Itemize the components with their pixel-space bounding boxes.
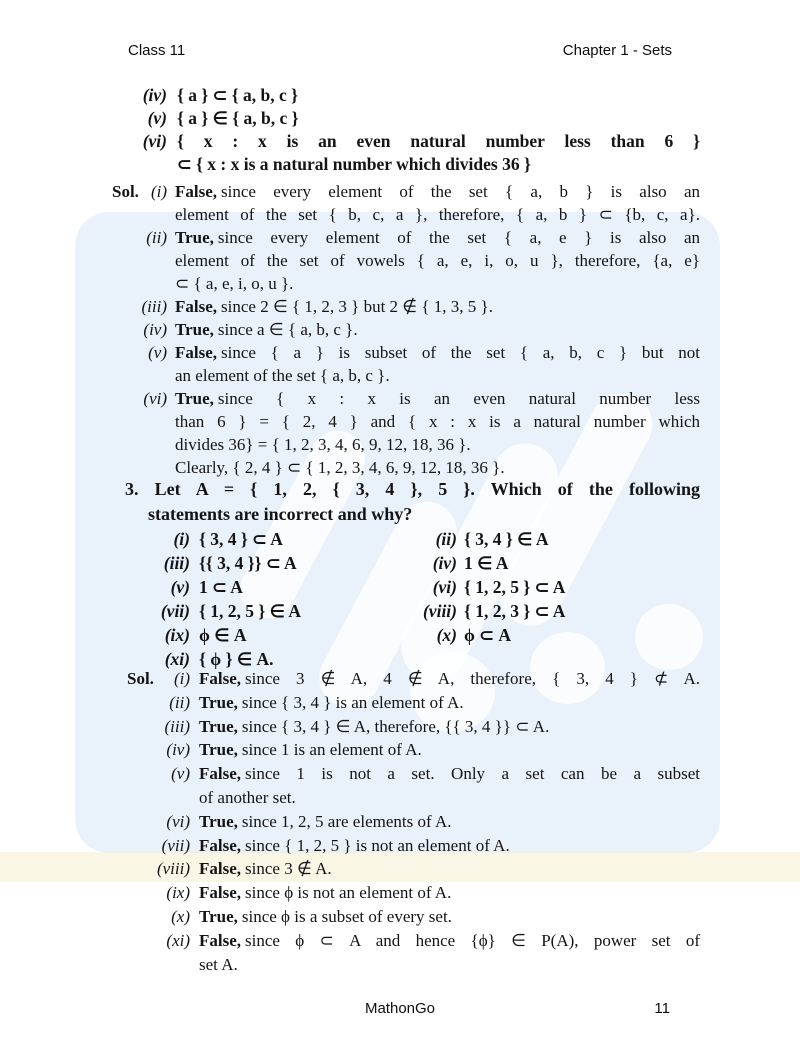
item-numeral: (iii) <box>163 553 190 573</box>
verdict: True, <box>175 228 214 247</box>
verdict: False, <box>175 343 218 362</box>
item-numeral: (i) <box>150 182 167 201</box>
item-numeral: (v) <box>171 764 190 784</box>
footer-page-number: 11 <box>654 1000 670 1017</box>
item-text: { 1, 2, 5 } ⊂ A <box>464 577 566 597</box>
solution3-block <box>0 667 800 976</box>
question-item <box>396 527 700 551</box>
verdict: True, <box>199 811 238 831</box>
item-numeral: (iv) <box>432 553 457 573</box>
verdict: False, <box>199 835 242 855</box>
solution-item <box>128 857 700 881</box>
item-numeral: (vii) <box>161 835 190 855</box>
verdict: False, <box>199 669 242 688</box>
question3-heading-line: 3. Let A = { 1, 2, { 3, 4 }, 5 }. Which of the following <box>125 479 700 499</box>
solution-item <box>113 295 700 318</box>
item-text: False, since 1 is not a set. Only a set can be a subset of another set. <box>199 764 700 807</box>
question2-items <box>0 84 800 176</box>
solution-item <box>128 905 700 929</box>
page-header <box>128 42 672 59</box>
item-numeral: (iv) <box>142 85 167 105</box>
question-item <box>396 575 700 599</box>
verdict: True, <box>175 389 214 408</box>
item-text: False, since ϕ ⊂ A and hence {ϕ} ∈ P(A), power set of set A. <box>199 930 700 974</box>
item-text: False, since 3 ∉ A. <box>199 859 332 879</box>
item-text: { ϕ } ∈ A. <box>199 649 274 669</box>
solution-item <box>128 667 700 691</box>
item-text: 1 ∈ A <box>464 553 509 573</box>
solution-item <box>128 881 700 905</box>
question-item <box>396 623 700 647</box>
solution-item <box>128 691 700 715</box>
item-numeral: (ii) <box>435 529 457 549</box>
item-text: { 1, 2, 5 } ∈ A <box>199 601 301 621</box>
item-numeral: (ii) <box>146 228 167 247</box>
solution-item <box>128 715 700 739</box>
item-numeral: (xi) <box>166 930 190 950</box>
item-numeral: (iv) <box>143 320 167 339</box>
verdict: True, <box>199 716 238 736</box>
item-text: True, since { 3, 4 } is an element of A. <box>199 692 464 712</box>
solution-item <box>128 738 700 762</box>
item-numeral: (i) <box>173 669 190 688</box>
question-item <box>396 599 700 623</box>
item-numeral: (viii) <box>422 601 457 621</box>
solution-item <box>128 810 700 834</box>
item-text: True, since { x : x is an even natural number less than 6 } = { 2, 4 } and { x : x is a natural number which divides 36} = { 1, 2, 3, 4, 6, 9, 12, 18, 36 }. Clearly, { 2, 4 } ⊂ { 1, 2, 3, 4, 6, 9, 12, 18, 36 }. <box>175 389 700 477</box>
question-item <box>113 84 700 107</box>
verdict: False, <box>175 297 218 316</box>
item-text: ϕ ⊂ A <box>464 625 511 645</box>
item-text: False, since 2 ∈ { 1, 2, 3 } but 2 ∉ { 1, 3, 5 }. <box>175 297 493 316</box>
verdict: False, <box>175 182 218 201</box>
verdict: True, <box>199 692 238 712</box>
verdict: True, <box>175 320 214 339</box>
item-text: True, since 1, 2, 5 are elements of A. <box>199 811 452 831</box>
item-numeral: (vi) <box>432 577 457 597</box>
item-numeral: (ii) <box>169 692 190 712</box>
sol-label: Sol. <box>127 669 154 688</box>
item-numeral: (vii) <box>160 601 190 621</box>
solution-item <box>113 180 700 226</box>
item-text: False, since { a } is subset of the set { a, b, c } but not an element of the set { a, b, c }. <box>175 343 700 385</box>
item-text: 1 ⊂ A <box>199 577 243 597</box>
verdict: True, <box>199 906 238 926</box>
question-item <box>113 107 700 130</box>
item-text: { a } ⊂ { a, b, c } <box>177 85 298 105</box>
item-text: True, since 1 is an element of A. <box>199 740 422 760</box>
verdict: True, <box>199 740 238 760</box>
verdict: False, <box>199 859 242 879</box>
verdict: False, <box>199 930 242 950</box>
item-numeral: (ix) <box>166 883 190 903</box>
item-numeral: (vi) <box>143 389 167 408</box>
question-item <box>396 551 700 575</box>
solution2-block <box>0 180 800 479</box>
item-text: { 3, 4 } ∈ A <box>464 529 549 549</box>
solution-item <box>128 834 700 858</box>
item-numeral: (ix) <box>164 625 190 645</box>
item-text: True, since a ∈ { a, b, c }. <box>175 320 358 339</box>
item-text: True, since every element of the set { a, e } is also an element of the set of vowels { a, e, i, o, u }, therefore, {a, e} ⊂ { a, e, i, o, u }. <box>175 228 700 293</box>
header-chapter: Chapter 1 - Sets <box>562 42 672 59</box>
item-text: ϕ ∈ A <box>199 625 247 645</box>
solution-item <box>113 341 700 387</box>
item-numeral: (vi) <box>166 811 190 831</box>
footer-brand: MathonGo <box>364 1000 436 1017</box>
item-numeral: (x) <box>436 625 457 645</box>
solution-item <box>128 762 700 810</box>
solution-item <box>113 226 700 295</box>
item-text: False, since 3 ∉ A, 4 ∉ A, therefore, { 3, 4 } ⊄ A. <box>199 669 700 688</box>
item-text: { a } ∈ { a, b, c } <box>177 108 299 128</box>
item-text: False, since every element of the set { a, b } is also an element of the set { b, c, a }, therefore, { a, b } ⊂ {b, c, a}. <box>175 182 700 224</box>
verdict: False, <box>199 764 242 784</box>
item-numeral: (vi) <box>142 131 167 151</box>
question3-items <box>0 527 800 671</box>
item-numeral: (iii) <box>164 716 190 736</box>
item-numeral: (v) <box>147 108 167 128</box>
item-numeral: (iv) <box>166 740 190 760</box>
question3-heading <box>0 477 800 527</box>
solution-item <box>113 318 700 341</box>
verdict: False, <box>199 883 242 903</box>
item-numeral: (i) <box>173 529 190 549</box>
solution-item <box>128 929 700 977</box>
question3-heading-line: statements are incorrect and why? <box>148 504 413 524</box>
item-text: True, since { 3, 4 } ∈ A, therefore, {{ 3, 4 }} ⊂ A. <box>199 716 550 736</box>
item-numeral: (iii) <box>141 297 167 316</box>
header-class: Class 11 <box>128 42 186 59</box>
item-text: True, since ϕ is a subset of every set. <box>199 906 452 926</box>
item-text: { x : x is an even natural number less than 6 } ⊂ { x : x is a natural number which divides 36 } <box>177 131 700 174</box>
sol-label: Sol. <box>112 182 139 201</box>
item-numeral: (v) <box>148 343 167 362</box>
question-item <box>113 130 700 176</box>
item-numeral: (xi) <box>164 649 190 669</box>
solution-item <box>113 387 700 479</box>
item-text: { 3, 4 } ⊂ A <box>199 529 283 549</box>
item-numeral: (v) <box>170 577 190 597</box>
item-numeral: (viii) <box>156 859 190 879</box>
item-text: { 1, 2, 3 } ⊂ A <box>464 601 566 621</box>
item-numeral: (x) <box>171 906 190 926</box>
item-text: False, since ϕ is not an element of A. <box>199 883 452 903</box>
item-text: {{ 3, 4 }} ⊂ A <box>199 553 297 573</box>
item-text: False, since { 1, 2, 5 } is not an element of A. <box>199 835 510 855</box>
